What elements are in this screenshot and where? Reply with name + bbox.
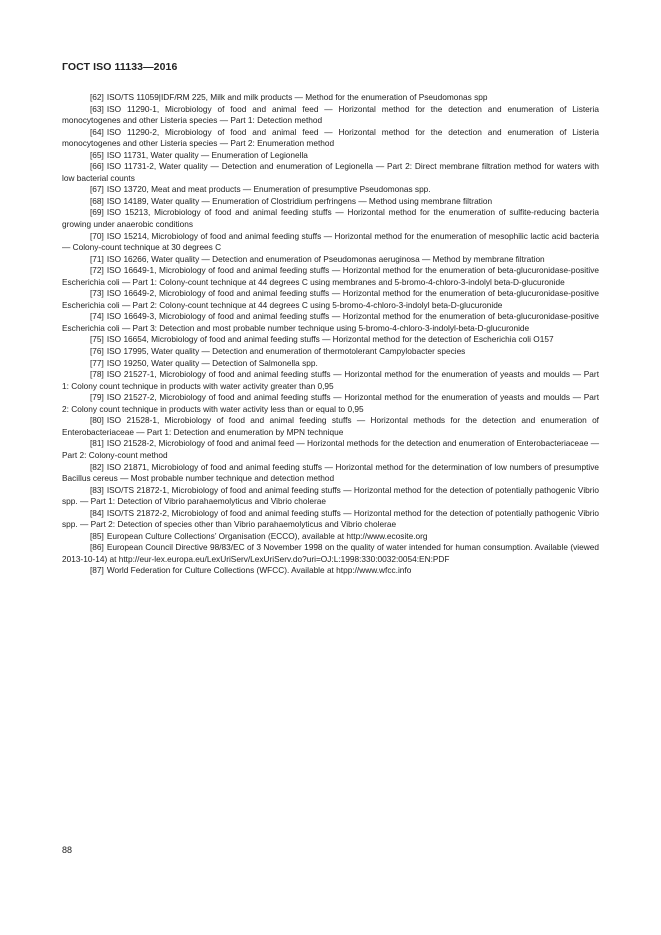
entry-text: ISO 16649-1, Microbiology of food and animal feeding stuffs — Horizontal method for the enumeration of beta-glucuronidase-positive Escherichia coli — Part 1: Colony-count technique at 44 degrees C using membranes and 5-bromo-4-chloro-3-indolyl beta-D-glucuronide xyxy=(62,265,599,287)
entry-text: ISO 11290-2, Microbiology of food and animal feed — Horizontal method for the detection and enumeration of Listeria monocytogenes and other Listeria species — Part 2: Enumeration method xyxy=(62,126,599,149)
standard-header: ГОСТ ISO 11133—2016 xyxy=(62,61,178,73)
page-number: 88 xyxy=(62,845,73,855)
entry-text: European Culture Collections’ Organisation (ECCO), available at http://www.ecosite.org xyxy=(106,530,428,541)
entry-text: European Council Directive 98/83/EC of 3 November 1998 on the quality of water intended for human consumption. Available (viewed 2013-10-14) at http://eur-lex.europa.eu/LexUriServ/LexUriServ.do?uri=OJ:L:1998:330:0032:0054:EN:PDF xyxy=(62,542,599,564)
entry-number: [84] xyxy=(90,507,104,518)
entry-number: [78] xyxy=(90,369,104,380)
bibliography-entry xyxy=(62,334,599,346)
entry-number: [86] xyxy=(90,542,104,553)
entry-number: [65] xyxy=(90,149,104,160)
entry-text: ISO 16266, Water quality — Detection and enumeration of Pseudomonas aeruginosa — Method by membrane filtration xyxy=(106,253,545,264)
entry-number: [77] xyxy=(90,357,104,368)
entry-text: ISO/TS 21872-1, Microbiology of food and animal feeding stuffs — Horizontal method for the detection of potentially pathogenic Vibrio spp. — Part 1: Detection of Vibrio parahaemolyticus and Vibrio cholerae xyxy=(62,484,599,507)
bibliography-entry xyxy=(62,438,599,461)
entry-number: [62] xyxy=(90,92,104,102)
bibliography-entry xyxy=(62,127,599,150)
entry-number: [79] xyxy=(90,392,104,403)
entry-text: ISO/TS 21872-2, Microbiology of food and animal feeding stuffs — Horizontal method for the detection of potentially pathogenic Vibrio spp. — Part 2: Detection of species other than Vibrio parahaemolyticus and Vibrio cholerae xyxy=(62,507,599,530)
bibliography-entry xyxy=(62,508,599,531)
entry-number: [70] xyxy=(90,230,104,241)
entry-text: ISO 13720, Meat and meat products — Enumeration of presumptive Pseudomonas spp. xyxy=(106,184,431,195)
entry-number: [82] xyxy=(90,461,104,472)
bibliography-entry xyxy=(62,531,599,543)
bibliography-entry xyxy=(62,542,599,565)
entry-number: [68] xyxy=(90,195,104,206)
bibliography-entry xyxy=(62,346,599,358)
entry-text: ISO 19250, Water quality — Detection of Salmonella spp. xyxy=(106,357,318,368)
entry-number: [81] xyxy=(90,438,104,449)
bibliography-entry xyxy=(62,254,599,266)
entry-number: [63] xyxy=(90,103,104,114)
bibliography-entry xyxy=(62,485,599,508)
entry-number: [71] xyxy=(90,253,104,264)
entry-number: [73] xyxy=(90,288,104,299)
bibliography-entry xyxy=(62,207,599,230)
bibliography-entry xyxy=(62,231,599,254)
entry-text: ISO 16649-3, Microbiology of food and animal feeding stuffs — Horizontal method for the enumeration of beta-glucuronidase-positive Escherichia coli — Part 3: Detection and most probable number technique using 5-bromo-4-chloro-3-indolyl-beta-D-glucuronide xyxy=(62,311,599,333)
bibliography-entry xyxy=(62,369,599,392)
entry-number: [87] xyxy=(90,565,104,576)
entry-text: ISO 11731, Water quality — Enumeration of Legionella xyxy=(106,149,308,160)
bibliography-list xyxy=(62,92,599,577)
entry-text: ISO/TS 11059|IDF/RM 225, Milk and milk products — Method for the enumeration of Pseudomonas spp xyxy=(106,92,488,102)
bibliography-entry xyxy=(62,104,599,127)
bibliography-entry xyxy=(62,196,599,208)
entry-text: ISO 21527-2, Microbiology of food and animal feeding stuffs — Horizontal method for the enumeration of yeasts and moulds — Part 2: Colony count technique in products with water activity less than or equal to 0,95 xyxy=(62,392,599,414)
bibliography-entry xyxy=(62,311,599,334)
entry-number: [83] xyxy=(90,484,104,495)
bibliography-entry xyxy=(62,92,599,104)
bibliography-entry xyxy=(62,462,599,485)
entry-text: ISO 16654, Microbiology of food and animal feeding stuffs — Horizontal method for the detection of Escherichia coli O157 xyxy=(106,334,554,345)
entry-number: [75] xyxy=(90,334,104,345)
entry-number: [64] xyxy=(90,126,104,137)
entry-number: [69] xyxy=(90,207,104,218)
bibliography-entry xyxy=(62,392,599,415)
bibliography-entry xyxy=(62,265,599,288)
bibliography-entry xyxy=(62,161,599,184)
entry-number: [67] xyxy=(90,184,104,195)
entry-text: ISO 15213, Microbiology of food and animal feeding stuffs — Horizontal method for the enumeration of sulfite-reducing bacteria growing under anaerobic conditions xyxy=(62,207,599,230)
bibliography-entry xyxy=(62,288,599,311)
bibliography-entry xyxy=(62,358,599,370)
entry-text: ISO 14189, Water quality — Enumeration of Clostridium perfringens — Method using membrane filtration xyxy=(106,195,493,206)
entry-number: [85] xyxy=(90,530,104,541)
entry-text: ISO 15214, Microbiology of food and animal feeding stuffs — Horizontal method for the enumeration of mesophilic lactic acid bacteria — Colony-count technique at 30 degrees C xyxy=(62,230,599,253)
entry-text: ISO 11731-2, Water quality — Detection and enumeration of Legionella — Part 2: Direct membrane filtration method for waters with low bacterial counts xyxy=(62,161,599,183)
entry-text: ISO 21528-1, Microbiology of food and animal feeding stuffs — Horizontal methods for the detection and enumeration of Enterobacteriaceae — Part 1: Detection and enumeration by MPN technique xyxy=(62,415,599,437)
bibliography-entry xyxy=(62,415,599,438)
entry-text: ISO 11290-1, Microbiology of food and animal feed — Horizontal method for the detection and enumeration of Listeria monocytogenes and other Listeria species — Part 1: Detection method xyxy=(62,103,599,126)
bibliography-entry xyxy=(62,184,599,196)
entry-text: ISO 21528-2, Microbiology of food and animal feed — Horizontal methods for the detection and enumeration of Enterobacteriaceae — Part 2: Colony-count method xyxy=(62,438,599,460)
bibliography-entry xyxy=(62,150,599,162)
bibliography-entry xyxy=(62,565,599,577)
entry-text: ISO 21527-1, Microbiology of food and animal feeding stuffs — Horizontal method for the enumeration of yeasts and moulds — Part 1: Colony count technique in products with water activity greater than 0,95 xyxy=(62,369,599,391)
entry-number: [80] xyxy=(90,415,104,426)
entry-text: World Federation for Culture Collections (WFCC). Available at htpp://www.wfcc.info xyxy=(106,565,412,576)
entry-text: ISO 17995, Water quality — Detection and enumeration of thermotolerant Campylobacter species xyxy=(106,346,466,357)
entry-number: [66] xyxy=(90,161,104,172)
entry-number: [74] xyxy=(90,311,104,322)
entry-text: ISO 21871, Microbiology of food and animal feeding stuffs — Horizontal method for the determination of low numbers of presumptive Bacillus cereus — Most probable number technique and detection method xyxy=(62,461,599,484)
entry-number: [76] xyxy=(90,346,104,357)
entry-text: ISO 16649-2, Microbiology of food and animal feeding stuffs — Horizontal method for the enumeration of beta-glucuronidase-positive Escherichia coli — Part 2: Colony-count technique at 44 degrees C using 5-bromo-4-chloro-3-indolyl beta-D-glucuronide xyxy=(62,288,599,310)
entry-number: [72] xyxy=(90,265,104,276)
